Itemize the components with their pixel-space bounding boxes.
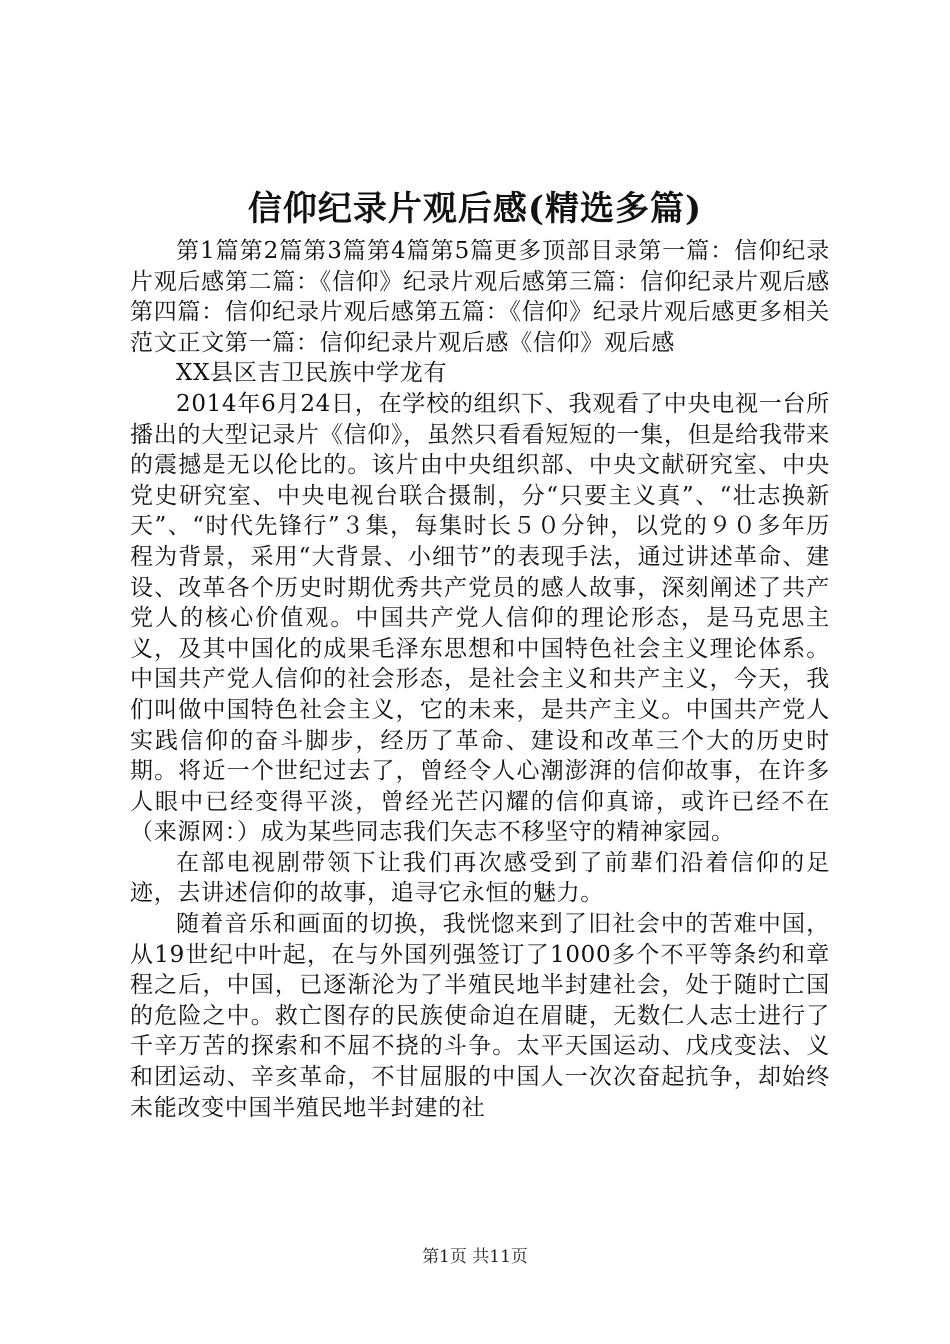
page-number-footer: 第1页 共11页 [422,1247,528,1267]
document-body [130,236,830,1123]
body-paragraph: 随着音乐和画面的切换，我恍惚来到了旧社会中的苦难中国，从19世纪中叶起，在与外国列强签订了1000多个不平等条约和章程之后，中国，已逐渐沦为了半殖民地半封建社会，处于随时亡国的危险之中。救亡图存的民族使命迫在眉睫，无数仁人志士进行了千辛万苦的探索和不屈不挠的斗争。太平天国运动、戊戌变法、义和团运动、辛亥革命，不甘屈服的中国人一次次奋起抗争，却始终未能改变中国半殖民地半封建的社 [130,911,830,1121]
body-paragraph: XX县区吉卫民族中学龙有 [176,360,448,387]
body-paragraph: 第1篇第2篇第3篇第4篇第5篇更多顶部目录第一篇：信仰纪录片观后感第二篇：《信仰》纪录片观后感第三篇：信仰纪录片观后感第四篇：信仰纪录片观后感第五篇：《信仰》纪录片观后感更多相关范文正文第一篇：信仰纪录片观后感《信仰》观后感 [130,238,830,356]
document-title: 信仰纪录片观后感(精选多篇) [247,189,703,229]
body-paragraph: 2014年6月24日，在学校的组织下、我观看了中央电视一台所播出的大型记录片《信仰》，虽然只看看短短的一集，但是给我带来的震撼是无以伦比的。该片由中央组织部、中央文献研究室、中央党史研究室、中央电视台联合摄制，分“只要主义真”、“壮志换新天”、“时代先锋行”３集，每集时长５０分钟，以党的９０多年历程为背景，采用“大背景、小细节”的表现手法，通过讲述革命、建设、改革各个历史时期优秀共产党员的感人故事，深刻阐述了共产党人的核心价值观。中国共产党人信仰的理论形态，是马克思主义，及其中国化的成果毛泽东思想和中国特色社会主义理论体系。中国共产党人信仰的社会形态，是社会主义和共产主义，今天，我们叫做中国特色社会主义，它的未来，是共产主义。中国共产党人实践信仰的奋斗脚步，经历了革命、建设和改革三个大的历史时期。将近一个世纪过去了，曾经令人心潮澎湃的信仰故事，在许多人眼中已经变得平淡，曾经光芒闪耀的信仰真谛，或许已经不在（来源网：）成为某些同志我们矢志不移坚守的精神家园。 [130,390,830,846]
body-paragraph: 在部电视剧带领下让我们再次感受到了前辈们沿着信仰的足迹，去讲述信仰的故事，追寻它永恒的魅力。 [130,849,830,907]
